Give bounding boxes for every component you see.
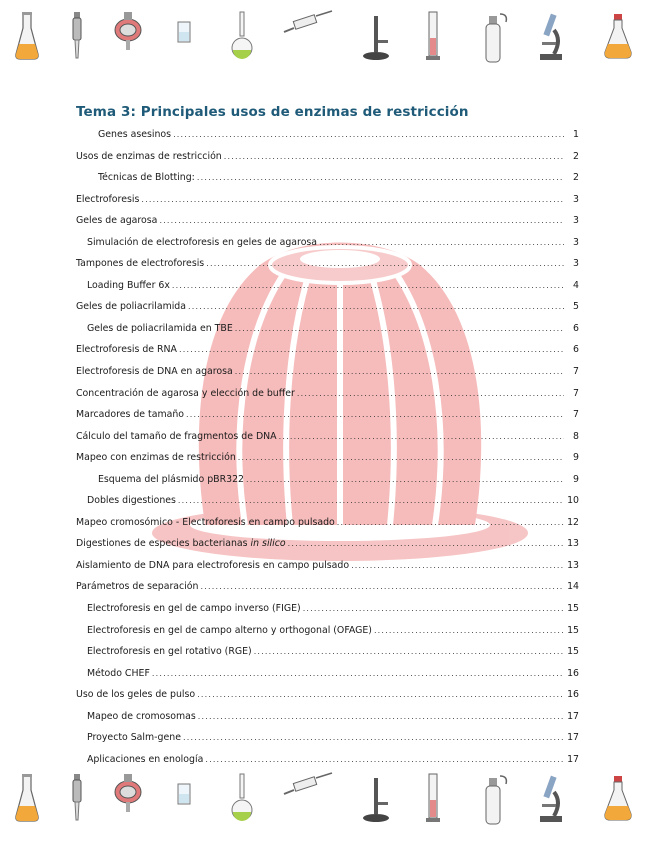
toc-entry-label: Proyecto Salm-gene [87, 732, 181, 744]
toc-page-number: 3 [573, 193, 579, 205]
toc-entry[interactable] [76, 576, 579, 598]
toc-page-number: 7 [573, 366, 579, 378]
toc-page-number: 1 [573, 129, 579, 140]
toc-dot-leader [288, 533, 564, 555]
toc-entry[interactable] [76, 339, 579, 361]
toc-entry[interactable] [76, 318, 579, 340]
toc-page-number: 12 [567, 516, 579, 528]
toc-entry[interactable] [76, 598, 579, 620]
header-icon-strip [0, 10, 655, 70]
toc-dot-leader [238, 447, 564, 469]
toc-entry[interactable] [76, 533, 579, 555]
toc-dot-leader [224, 146, 564, 168]
toc-page-number: 3 [573, 258, 579, 270]
erlenmeyer-orange-icon [604, 772, 634, 826]
wash-bottle-icon [480, 10, 510, 66]
toc-dot-leader [159, 210, 564, 232]
toc-entry-label: Mapeo cromosómico - Electroforesis en campo pulsado [76, 516, 335, 528]
toc-entry[interactable] [76, 447, 579, 469]
toc-entry[interactable] [76, 253, 579, 275]
toc-page-number: 5 [573, 301, 579, 313]
graduated-cylinder-icon [424, 10, 442, 64]
toc-entry[interactable] [76, 383, 579, 405]
toc-entry-label: Método CHEF [87, 667, 150, 679]
toc-entry[interactable] [76, 232, 579, 254]
toc-dot-leader [351, 555, 564, 577]
microscope-icon [534, 10, 566, 64]
toc-page-number: 15 [567, 624, 579, 636]
toc-entry-label: Concentración de agarosa y elección de buffer [76, 387, 295, 399]
toc-dot-leader [188, 296, 564, 318]
toc-entry[interactable] [76, 512, 579, 534]
toc-page-number: 9 [573, 452, 579, 464]
toc-entry-label: Simulación de electroforesis en geles de agarosa [87, 236, 318, 248]
microscope-icon [534, 772, 566, 826]
toc-entry-label: Electroforesis en gel de campo alterno y orthogonal (OFAGE) [87, 624, 372, 636]
toc-page-number: 10 [567, 495, 579, 507]
wash-bottle-icon [480, 772, 510, 828]
toc-entry-label: Electroforesis [76, 193, 140, 205]
volumetric-flask-icon [230, 10, 254, 62]
toc-page-number: 3 [573, 236, 579, 248]
toc-entry-label: Electroforesis de RNA [76, 344, 177, 356]
flask-orange-icon [14, 10, 40, 62]
toc-entry-label: Esquema del plásmido pBR322 [98, 473, 245, 485]
toc-entry-label: Loading Buffer 6x [87, 279, 170, 291]
toc-page-number: 15 [567, 603, 579, 615]
footer-icon-strip [0, 772, 655, 832]
bunsen-burner-icon [360, 772, 392, 826]
toc-dot-leader [197, 167, 564, 189]
toc-entry-label: Tampones de electroforesis [76, 258, 205, 270]
toc-dot-leader [197, 684, 564, 706]
toc-entry[interactable] [76, 727, 579, 749]
toc-title: Tema 3: Principales usos de enzimas de restricción [76, 104, 469, 120]
toc-entry-label: Geles de agarosa [76, 215, 158, 227]
toc-entry[interactable] [76, 210, 579, 232]
toc-page-number: 17 [567, 753, 579, 765]
toc-entry-label: Geles de poliacrilamida en TBE [87, 322, 233, 334]
toc-page-number: 17 [567, 732, 579, 744]
toc-dot-leader [152, 663, 564, 685]
toc-dot-leader [172, 275, 564, 297]
beaker-icon [176, 772, 192, 816]
bunsen-burner-icon [360, 10, 392, 64]
toc-page-number: 13 [567, 538, 579, 550]
toc-page-number: 7 [573, 409, 579, 421]
toc-entry-label: Aplicaciones en enología [87, 753, 204, 765]
toc-page-number: 17 [567, 710, 579, 722]
toc-dot-leader [200, 576, 564, 598]
erlenmeyer-orange-icon [604, 10, 634, 64]
toc-entry[interactable] [76, 469, 579, 491]
toc-dot-leader [235, 318, 564, 340]
toc-page-number: 8 [573, 430, 579, 442]
toc-page-number: 4 [573, 279, 579, 291]
toc-dot-leader [141, 189, 564, 211]
toc-entry-label: Electroforesis en gel rotativo (RGE) [87, 646, 252, 658]
toc-entry-label: Mapeo con enzimas de restricción [76, 452, 236, 464]
toc-dot-leader [173, 124, 564, 146]
toc-dot-leader [303, 598, 564, 620]
toc-entry[interactable] [76, 189, 579, 211]
micropipette-icon [70, 10, 84, 62]
syringe-filter-icon [112, 10, 144, 54]
toc-entry-label: Dobles digestiones [87, 495, 176, 507]
micropipette-icon [70, 772, 84, 824]
toc-entry[interactable] [76, 620, 579, 642]
toc-dot-leader [206, 253, 564, 275]
flask-orange-icon [14, 772, 40, 824]
toc-dot-leader [179, 339, 564, 361]
toc-entry[interactable] [76, 490, 579, 512]
toc-entry-label: Técnicas de Blotting: [98, 172, 195, 184]
toc-entry-label: Geles de poliacrilamida [76, 301, 187, 313]
toc-entry-label: Electroforesis de DNA en agarosa [76, 366, 233, 378]
beaker-icon [176, 10, 192, 54]
toc-dot-leader [205, 749, 564, 771]
volumetric-flask-icon [230, 772, 254, 824]
toc-entry[interactable] [76, 404, 579, 426]
graduated-cylinder-icon [424, 772, 442, 826]
toc-dot-leader [198, 706, 564, 728]
toc-entry[interactable] [76, 361, 579, 383]
toc-entry-label: Genes asesinos [98, 129, 172, 140]
toc-dot-leader [319, 232, 564, 254]
syringe-filter-icon [112, 772, 144, 816]
toc-dot-leader [178, 490, 564, 512]
toc-page-number: 9 [573, 473, 579, 485]
table-of-contents [76, 124, 579, 770]
toc-entry-label: Mapeo de cromosomas [87, 710, 196, 722]
toc-dot-leader [235, 361, 564, 383]
syringe-icon [282, 10, 334, 40]
syringe-icon [282, 772, 334, 802]
toc-dot-leader [297, 383, 564, 405]
toc-entry[interactable] [76, 426, 579, 448]
toc-entry[interactable] [76, 706, 579, 728]
toc-entry-label: Uso de los geles de pulso [76, 689, 196, 701]
toc-entry-label: Digestiones de especies bacterianas in silico [76, 538, 286, 550]
toc-dot-leader [186, 404, 564, 426]
toc-page-number: 16 [567, 689, 579, 701]
toc-entry[interactable] [76, 146, 579, 168]
toc-page-number: 7 [573, 387, 579, 399]
toc-page-number: 6 [573, 322, 579, 334]
toc-entry[interactable] [76, 296, 579, 318]
toc-entry[interactable] [76, 275, 579, 297]
toc-entry-label: Cálculo del tamaño de fragmentos de DNA [76, 430, 277, 442]
toc-dot-leader [183, 727, 564, 749]
toc-entry-label: Parámetros de separación [76, 581, 199, 593]
toc-entry-label: Usos de enzimas de restricción [76, 150, 222, 162]
toc-entry-label: Electroforesis en gel de campo inverso (FIGE) [87, 603, 301, 615]
toc-dot-leader [246, 469, 564, 491]
toc-dot-leader [279, 426, 564, 448]
toc-page-number: 2 [573, 172, 579, 184]
toc-entry-label: Marcadores de tamaño [76, 409, 185, 421]
toc-entry-label: Aislamiento de DNA para electroforesis en campo pulsado [76, 559, 350, 571]
toc-dot-leader [374, 620, 564, 642]
toc-page-number: 6 [573, 344, 579, 356]
toc-page-number: 2 [573, 150, 579, 162]
toc-entry[interactable] [76, 555, 579, 577]
toc-entry[interactable] [76, 749, 579, 771]
toc-entry[interactable] [76, 641, 579, 663]
toc-dot-leader [337, 512, 564, 534]
toc-entry[interactable] [76, 684, 579, 706]
toc-page-number: 16 [567, 667, 579, 679]
toc-page-number: 14 [567, 581, 579, 593]
toc-entry[interactable] [76, 167, 579, 189]
toc-page-number: 3 [573, 215, 579, 227]
toc-entry[interactable] [76, 663, 579, 685]
toc-page-number: 13 [567, 559, 579, 571]
toc-entry[interactable] [76, 124, 579, 146]
toc-dot-leader [254, 641, 564, 663]
toc-page-number: 15 [567, 646, 579, 658]
